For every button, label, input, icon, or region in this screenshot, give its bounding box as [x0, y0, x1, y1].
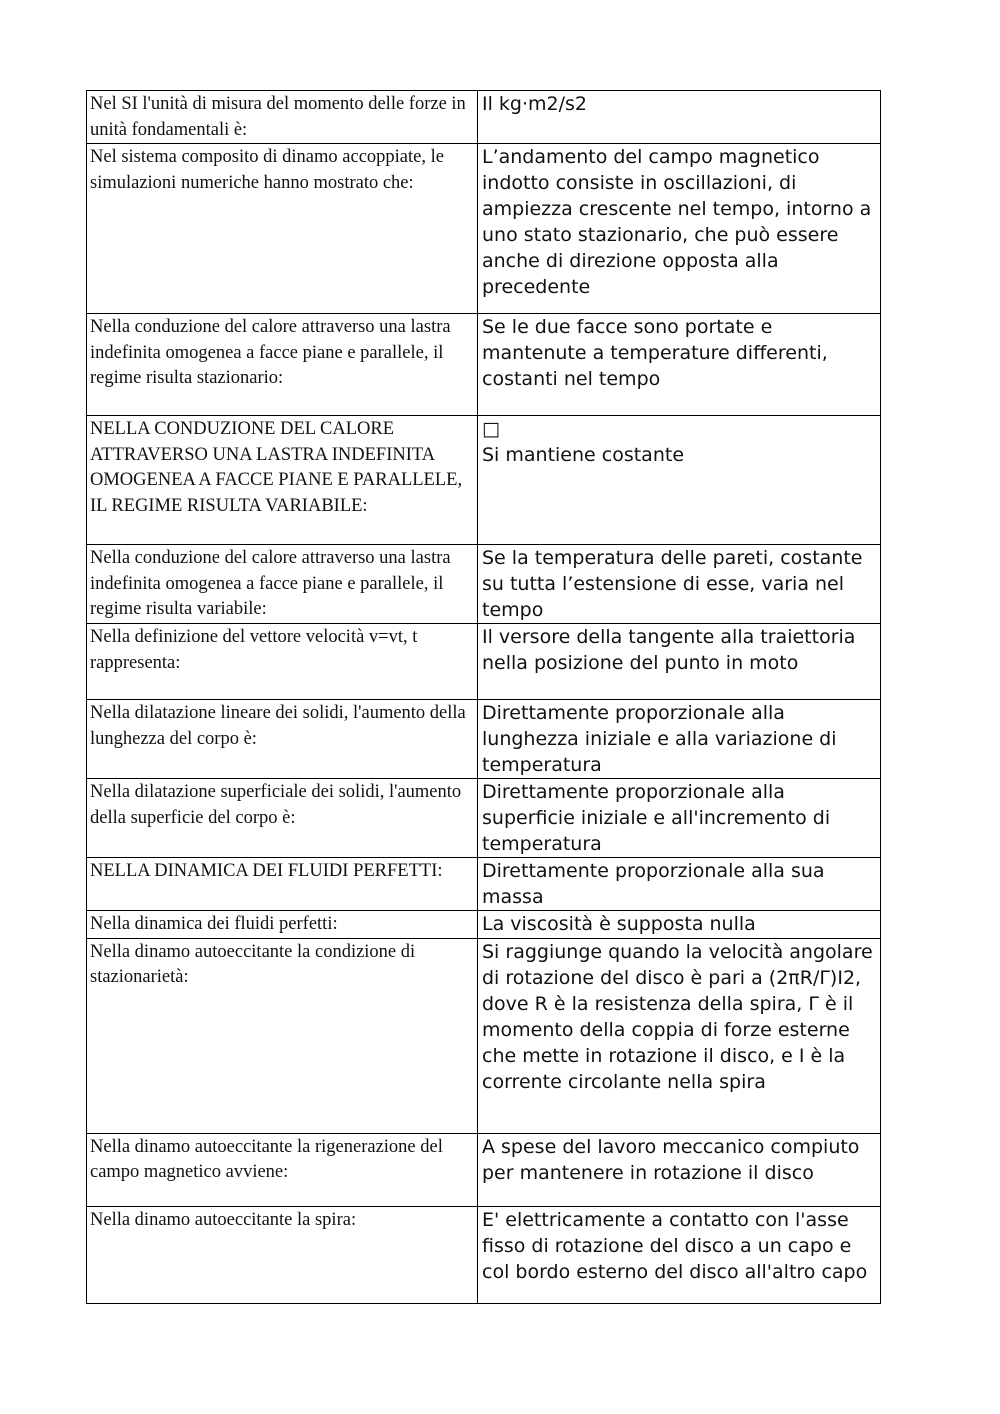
question-cell — [87, 1133, 478, 1206]
table-row — [87, 624, 881, 700]
table-row — [87, 938, 881, 1133]
table-row — [87, 144, 881, 314]
question-cell — [87, 858, 478, 911]
answer-cell — [478, 779, 881, 858]
table-row — [87, 911, 881, 939]
answer-cell — [478, 91, 881, 144]
question-text: Nella dilatazione lineare dei solidi, l'aumento della lunghezza del corpo è: — [90, 703, 466, 749]
table-row — [87, 858, 881, 911]
question-cell — [87, 144, 478, 314]
question-cell — [87, 779, 478, 858]
question-text: Nella dinamo autoeccitante la rigenerazione del campo magnetico avviene: — [90, 1136, 443, 1182]
table-row — [87, 314, 881, 416]
table-row — [87, 416, 881, 545]
question-cell — [87, 624, 478, 700]
question-cell — [87, 911, 478, 939]
answer-text: Il versore della tangente alla traiettoria nella posizione del punto in moto — [482, 626, 856, 674]
question-cell — [87, 91, 478, 144]
answer-text: Si raggiunge quando la velocità angolare di rotazione del disco è pari a (2πR/Γ)I2, dove R è la resistenza della spira, Γ è il momento della coppia di forze esterne che mette in rotazione il disco, e I è la corrente circolante nella spira — [482, 940, 873, 1093]
answer-cell — [478, 938, 881, 1133]
question-text: Nella dilatazione superficiale dei solidi, l'aumento della superficie del corpo è: — [90, 782, 462, 828]
answer-cell — [478, 1206, 881, 1303]
question-text: Nella dinamica dei fluidi perfetti: — [90, 914, 338, 934]
answer-cell — [478, 624, 881, 700]
table-row — [87, 1206, 881, 1303]
question-text: NELLA DINAMICA DEI FLUIDI PERFETTI: — [90, 861, 443, 881]
answer-cell — [478, 1133, 881, 1206]
question-text: Nella conduzione del calore attraverso una lastra indefinita omogenea a facce piane e parallele, il regime risulta stazionario: — [90, 317, 451, 388]
answer-text: L’andamento del campo magnetico indotto consiste in oscillazioni, di ampiezza crescente nel tempo, intorno a uno stato stazionario, che può essere anche di direzione opposta alla precedente — [482, 146, 872, 298]
question-text: Nella dinamo autoeccitante la condizione di stazionarietà: — [90, 941, 416, 987]
answer-text: Se la temperatura delle pareti, costante su tutta l’estensione di esse, varia nel tempo — [482, 547, 863, 621]
table-row — [87, 700, 881, 779]
answer-cell — [478, 314, 881, 416]
question-text: Nella conduzione del calore attraverso una lastra indefinita omogenea a facce piane e parallele, il regime risulta variabile: — [90, 548, 451, 619]
answer-text: Il kg·m2/s2 — [482, 93, 588, 115]
question-cell — [87, 938, 478, 1133]
answer-text: □ Si mantiene costante — [482, 418, 685, 466]
table-row — [87, 779, 881, 858]
answer-text: Se le due facce sono portate e mantenute a temperature differenti, costanti nel tempo — [482, 316, 828, 390]
question-cell — [87, 416, 478, 545]
question-text: Nel sistema composito di dinamo accoppiate, le simulazioni numeriche hanno mostrato che: — [90, 147, 444, 193]
question-cell — [87, 1206, 478, 1303]
question-cell — [87, 545, 478, 624]
table-row — [87, 91, 881, 144]
answer-cell — [478, 545, 881, 624]
qa-table — [86, 90, 881, 1304]
answer-cell — [478, 858, 881, 911]
question-text: NELLA CONDUZIONE DEL CALORE ATTRAVERSO UNA LASTRA INDEFINITA OMOGENEA A FACCE PIANE E PARALLELE, IL REGIME RISULTA VARIABILE: — [90, 419, 463, 516]
answer-cell — [478, 144, 881, 314]
answer-cell — [478, 416, 881, 545]
answer-cell — [478, 700, 881, 779]
answer-cell — [478, 911, 881, 939]
answer-text: Direttamente proporzionale alla lunghezza iniziale e alla variazione di temperatura — [482, 702, 837, 776]
question-text: Nella definizione del vettore velocità v=vt, t rappresenta: — [90, 627, 418, 673]
question-text: Nella dinamo autoeccitante la spira: — [90, 1209, 357, 1230]
answer-text: Direttamente proporzionale alla sua massa — [482, 860, 825, 908]
table-row — [87, 545, 881, 624]
table-row — [87, 1133, 881, 1206]
question-cell — [87, 314, 478, 416]
answer-text: E' elettricamente a contatto con l'asse fisso di rotazione del disco a un capo e col bordo esterno del disco all'altro capo — [482, 1208, 868, 1283]
answer-text: La viscosità è supposta nulla — [482, 913, 756, 935]
answer-text: Direttamente proporzionale alla superficie iniziale e all'incremento di temperatura — [482, 781, 831, 855]
answer-text: A spese del lavoro meccanico compiuto per mantenere in rotazione il disco — [482, 1135, 860, 1184]
question-text: Nel SI l'unità di misura del momento delle forze in unità fondamentali è: — [90, 94, 466, 140]
question-cell — [87, 700, 478, 779]
